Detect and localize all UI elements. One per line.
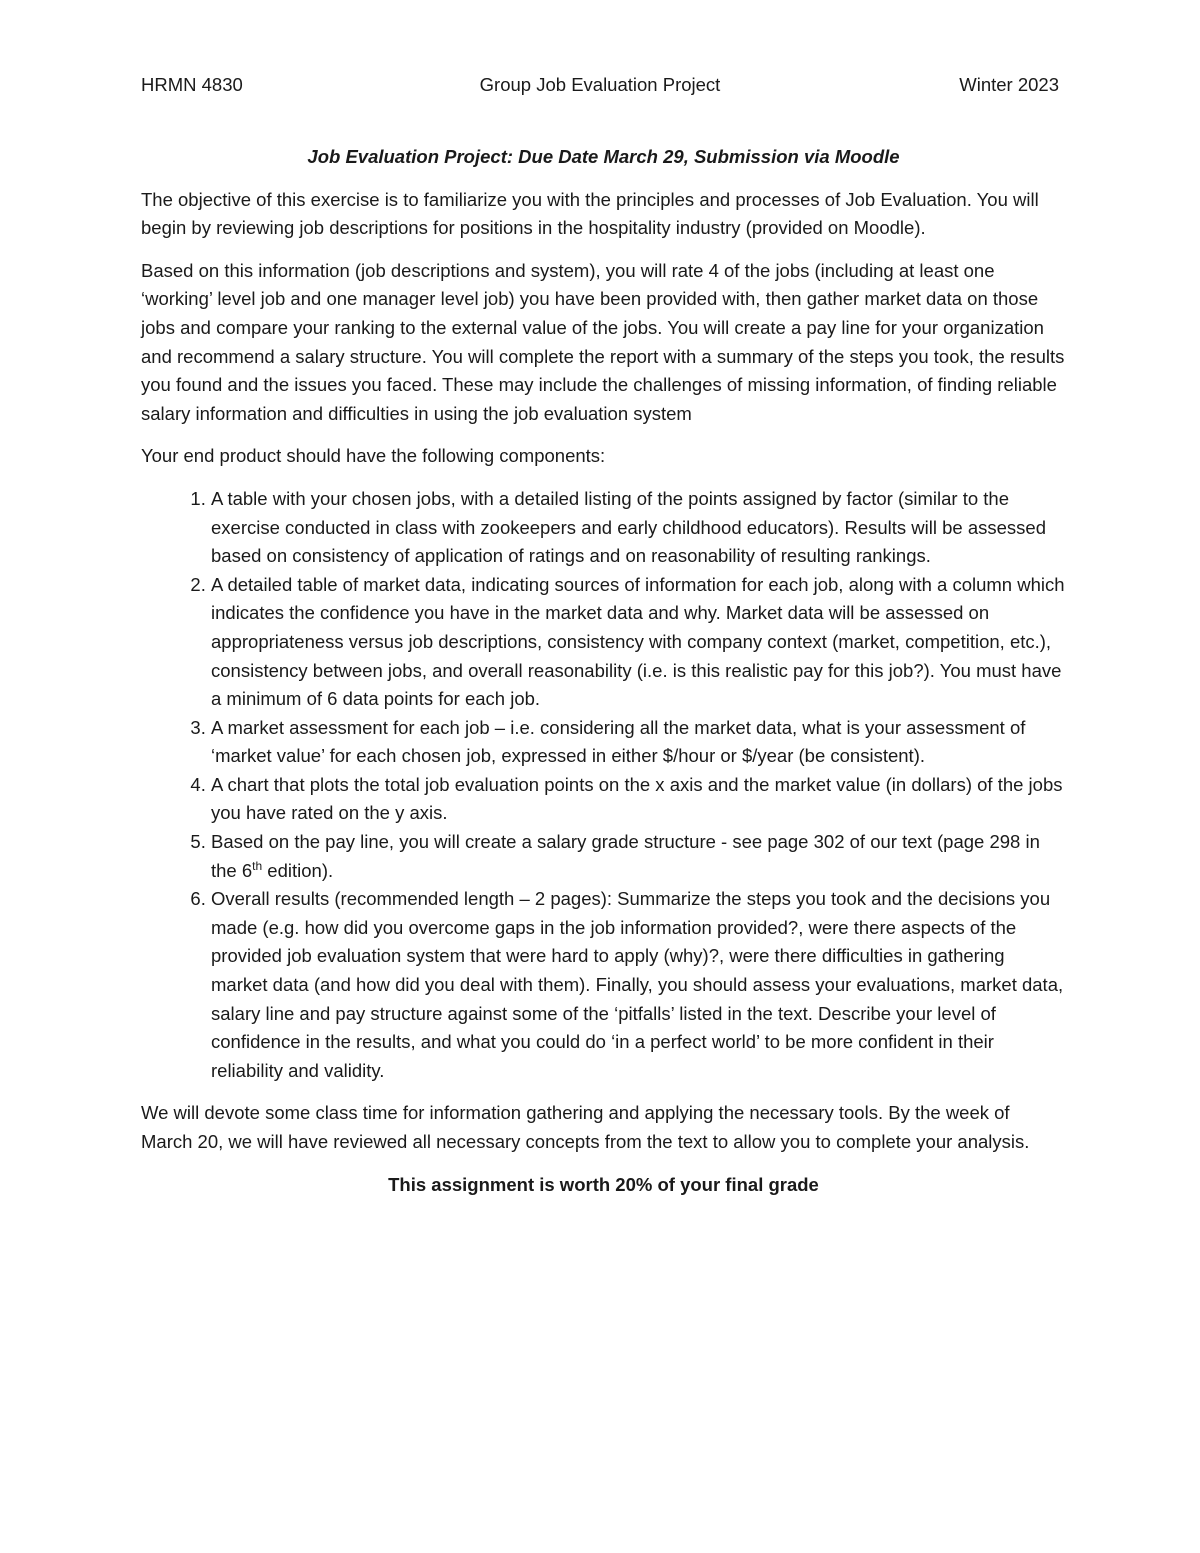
components-intro: Your end product should have the following components:: [141, 445, 606, 467]
component-item: 2. A detailed table of market data, indicating sources of information for each job, along with a column which indicates the confidence you have in the market data and why. Market data will be assessed on appropriateness versus job descriptions, consistency with company context (market, competition, etc.), consistency between jobs, and overall reasonability (i.e. is this realistic pay for this job?). You must have a minimum of 6 data points for each job.: [211, 571, 1066, 714]
page-header: [141, 74, 1059, 98]
component-item: 3. A market assessment for each job – i.e. considering all the market data, what is your assessment of ‘market value’ for each chosen job, expressed in either $/hour or $/year (be consistent).: [211, 714, 1066, 771]
closing-paragraph: We will devote some class time for information gathering and applying the necessary tools. By the week of March 20, we will have reviewed all necessary concepts from the text to allow you to complete your analysis.: [141, 1102, 1030, 1152]
component-text: edition).: [262, 859, 334, 881]
ordinal-suffix: th: [252, 858, 263, 873]
grade-weight-note: This assignment is worth 20% of your final grade: [388, 1173, 819, 1195]
component-item: 4. A chart that plots the total job evaluation points on the x axis and the market value (in dollars) of the jobs you have rated on the y axis.: [211, 771, 1066, 828]
project-name: Group Job Evaluation Project: [479, 74, 721, 95]
instructions-paragraph: Based on this information (job descriptions and system), you will rate 4 of the jobs (including at least one ‘working’ level job and one manager level job) you have been provided with, then gather market data on those jobs and compare your ranking to the external value of the jobs. You will create a pay line for your organization and recommend a salary structure. You will complete the report with a summary of the steps you took, the results you found and the issues you faced. These may include the challenges of missing information, of finding reliable salary information and difficulties in using the job evaluation system: [141, 259, 1065, 424]
component-item: [211, 828, 1066, 885]
objective-paragraph: The objective of this exercise is to familiarize you with the principles and processes of Job Evaluation. You will begin by reviewing job descriptions for positions in the hospitality industry (provided on Moodle).: [141, 188, 1039, 239]
term: Winter 2023: [959, 74, 1059, 95]
course-code: HRMN 4830: [141, 74, 243, 95]
component-item: 1. A table with your chosen jobs, with a detailed listing of the points assigned by factor (similar to the exercise conducted in class with zookeepers and early childhood educators). Results will be assessed based on consistency of application of ratings and on reasonability of resulting rankings.: [211, 485, 1066, 571]
component-text: Based on the pay line, you will create a salary grade structure - see page 302 of our text (page 298 in the 6: [211, 831, 1040, 881]
document-title: Job Evaluation Project: Due Date March 29, Submission via Moodle: [307, 146, 900, 167]
components-list: [141, 485, 1066, 1085]
component-item: 6. Overall results (recommended length – 2 pages): Summarize the steps you took and the decisions you made (e.g. how did you overcome gaps in the job information provided?, were there aspects of the provided job evaluation system that were hard to apply (why)?, were there difficulties in gathering market data (and how did you deal with them). Finally, you should assess your evaluations, market data, salary line and pay structure against some of the ‘pitfalls’ listed in the text. Describe your level of confidence in the results, and what you could do ‘in a perfect world’ to be more confident in their reliability and validity.: [211, 885, 1066, 1085]
document-body: [141, 143, 1066, 1199]
